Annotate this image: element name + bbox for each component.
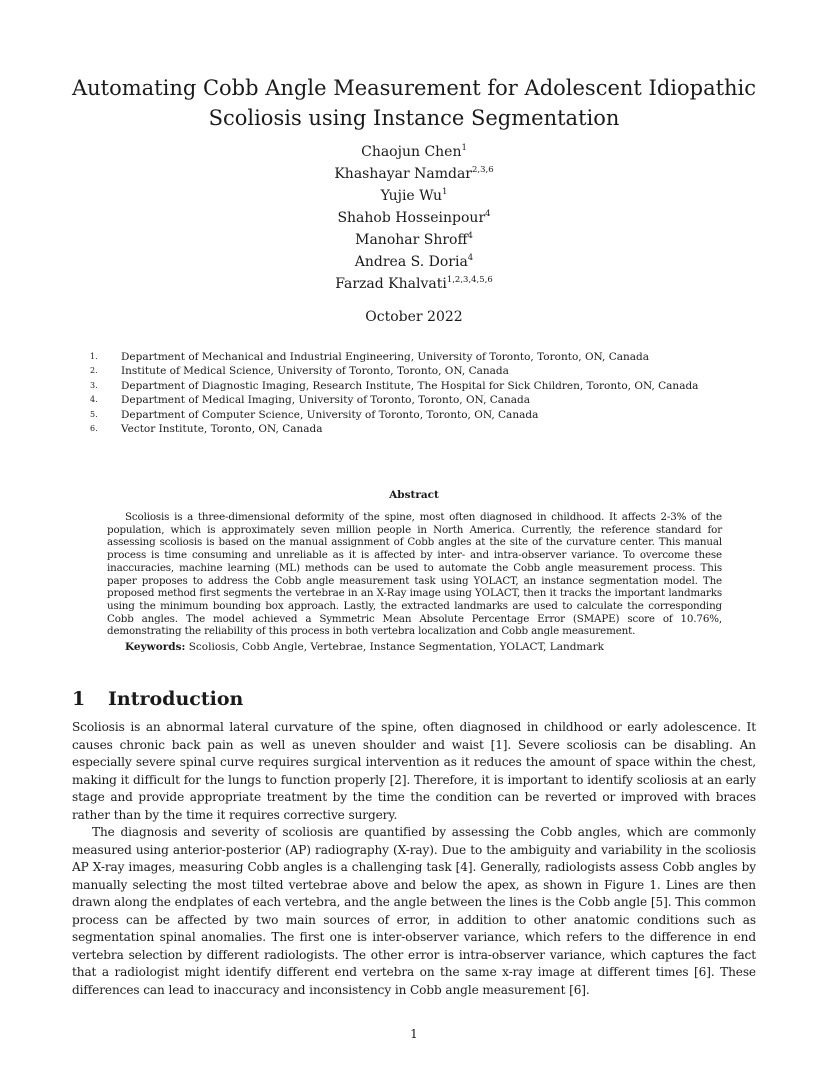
author-name: Farzad Khalvati [335,276,447,292]
author-affiliation-marks: 4 [467,253,474,263]
author-affiliation-marks: 2,3,6 [472,165,494,175]
affiliation-number: 2. [90,366,98,376]
affiliation-text: Department of Computer Science, University of Toronto, Toronto, ON, Canada [121,408,539,421]
author-affiliation-marks: 1 [461,143,467,153]
author [0,273,828,295]
author [0,229,828,251]
author-name: Manohar Shroff [355,232,468,248]
abstract-text: Scoliosis is a three-dimensional deformity of the spine, most often diagnosed in childhood. It affects 2-3% of the population, which is approximately seven million people in North America. Currently, the reference standard for assessing scoliosis is based on the manual assignment of Cobb angles at the site of the curvature center. This manual process is time consuming and unreliable as it is affected by inter- and intra-observer variance. To overcome these inaccuracies, machine learning (ML) methods can be used to automate the Cobb angle measurement process. This paper proposes to address the Cobb angle measurement task using YOLACT, an instance segmentation model. The proposed method first segments the vertebrae in an X-Ray image using YOLACT, then it tracks the important landmarks using the minimum bounding box approach. Lastly, the extracted landmarks are used to calculate the corresponding Cobb angles. The model achieved a Symmetric Mean Absolute Percentage Error (SMAPE) score of 10.76%, demonstrating the reliability of this process in both vertebra localization and Cobb angle measurement. [107,511,722,638]
author-affiliation-marks: 4 [467,231,473,241]
affiliation-number: 6. [90,423,98,433]
author [0,207,828,229]
affiliation-item [90,393,770,407]
paper-title: Automating Cobb Angle Measurement for Adolescent Idiopathic Scoliosis using Instance Segmentation [71,76,757,130]
author-name: Andrea S. Doria [354,254,468,270]
affiliation-number: 3. [90,380,98,390]
affiliation-text: Department of Mechanical and Industrial Engineering, University of Toronto, Toronto, ON, Canada [121,351,650,363]
paragraph: Scoliosis is an abnormal lateral curvature of the spine, often diagnosed in childhood or early adolescence. It causes chronic back pain as well as uneven shoulder and waist [1]. Severe scoliosis can be disabling. An especially severe spinal curve requires surgical intervention as it reduces the amount of space within the chest, making it difficult for the lungs to function properly [2]. Therefore, it is important to identify scoliosis at an early stage and provide appropriate treatment by the time the condition can be reverted or improved with braces rather than by the time it requires corrective surgery. [72,720,756,822]
affiliation-item [90,379,770,393]
author-name: Khashayar Namdar [334,166,472,182]
affiliation-number: 5. [90,409,98,419]
author [0,251,828,273]
author-name: Shahob Hosseinpour [337,210,486,226]
abstract-heading: Abstract [389,489,439,501]
affiliation-text: Vector Institute, Toronto, ON, Canada [121,422,323,435]
paragraph: The diagnosis and severity of scoliosis are quantified by assessing the Cobb angles, which are commonly measured using anterior-posterior (AP) radiography (X-ray). Due to the ambiguity and variability in the scoliosis AP X-ray images, measuring Cobb angles is a challenging task [4]. Generally, radiologists assess Cobb angles by manually selecting the most tilted vertebrae above and below the apex, as shown in Figure 1. Lines are then drawn along the endplates of each vertebra, and the angle between the lines is the Cobb angle [5]. This common process can be affected by two main sources of error, in addition to other anatomic conditions such as segmentation spinal anomalies. The first one is inter-observer variance, which refers to the difference in end vertebra selection by different radiologists. The other error is intra-observer variance, which captures the fact that a radiologist might identify different end vertebra on the same x-ray image at different times [6]. These differences can lead to inaccuracy and inconsistency in Cobb angle measurement [6]. [72,825,756,997]
author-affiliation-marks: 4 [485,209,491,219]
author-list [0,141,828,295]
author [0,185,828,207]
affiliation-item [90,422,770,436]
keywords-label: Keywords: [125,641,186,653]
author-affiliation-marks: 1,2,3,4,5,6 [446,275,493,285]
affiliation-text: Institute of Medical Science, University of Toronto, Toronto, ON, Canada [121,365,509,378]
author-name: Yujie Wu [380,188,442,204]
section-title: Introduction [108,688,244,710]
affiliation-text: Department of Medical Imaging, University of Toronto, Toronto, ON, Canada [121,394,531,407]
author [0,163,828,185]
publication-date: October 2022 [365,309,463,325]
section-number: 1 [72,688,86,710]
section-heading [72,688,243,710]
keywords-text: Scoliosis, Cobb Angle, Vertebrae, Instance Segmentation, YOLACT, Landmark [188,641,605,653]
affiliation-number: 4. [90,395,98,405]
affiliation-item [90,364,770,378]
affiliation-number: 1. [90,352,98,361]
author [0,141,828,163]
author-affiliation-marks: 1 [442,187,448,197]
author-name: Chaojun Chen [361,144,462,160]
affiliation-item [90,408,770,422]
page-number: 1 [410,1027,418,1041]
affiliation-item [90,350,770,364]
affiliation-text: Department of Diagnostic Imaging, Research Institute, The Hospital for Sick Children, Toronto, ON, Canada [121,379,699,392]
introduction-body [72,719,756,999]
affiliation-list [90,350,770,436]
keywords-line [125,641,745,653]
